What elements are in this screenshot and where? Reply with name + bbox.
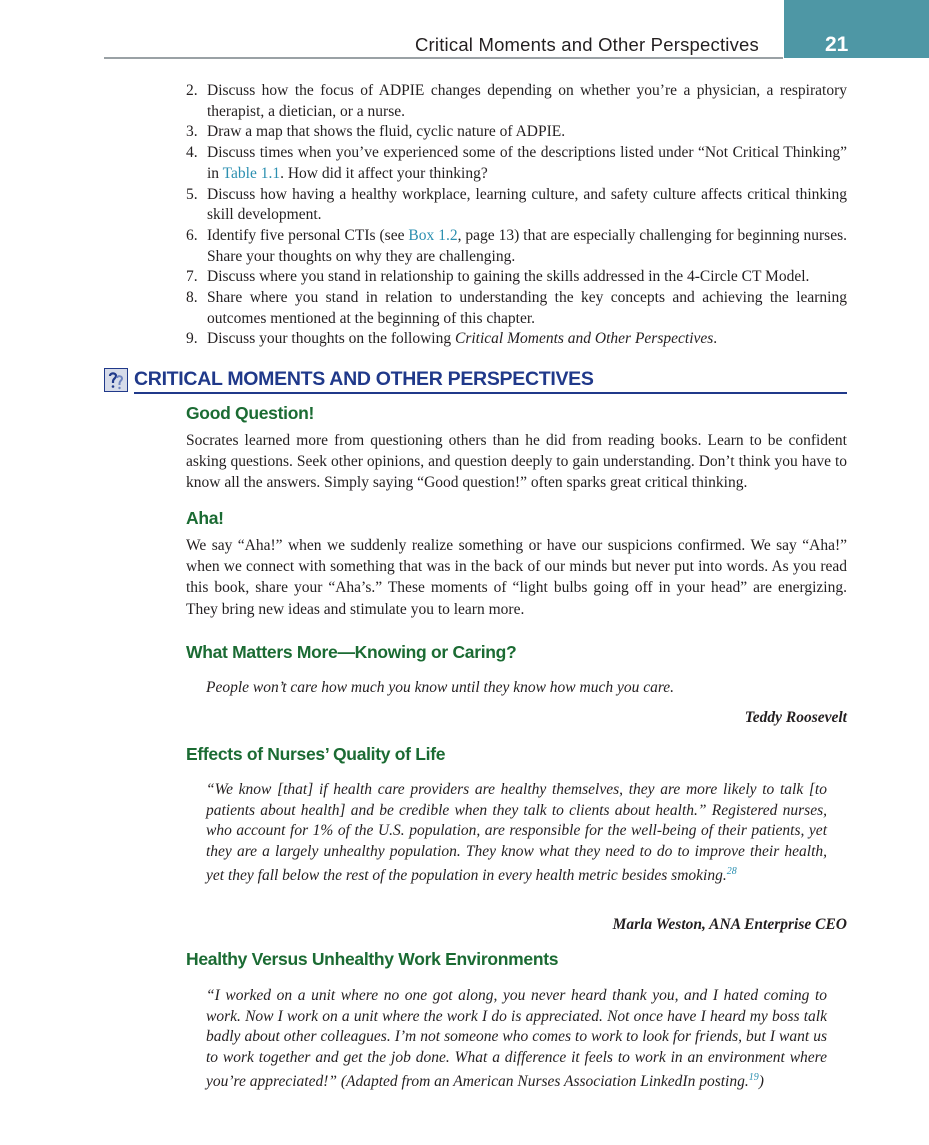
list-item: 5. Discuss how having a healthy workplace, learning culture, and safety culture affects critical thinking skill development. — [186, 185, 847, 224]
reference-19[interactable]: 19 — [748, 1072, 759, 1083]
list-item: 7. Discuss where you stand in relationship to gaining the skills addressed in the 4-Circle CT Model. — [186, 268, 810, 286]
roosevelt-attribution: Teddy Roosevelt — [744, 709, 847, 726]
list-item: 9. Discuss your thoughts on the following Critical Moments and Other Perspectives. — [186, 330, 718, 348]
good-question-body: Socrates learned more from questioning others than he did from reading books. Learn to be confident asking questions. Seek other opinions, and question deeply to gain understanding. Don’t think you have to know all the answers. Simply saying “Good question!” often sparks great critical thinking. — [186, 432, 847, 492]
table-1-1-link[interactable]: Table 1.1 — [222, 164, 281, 182]
reference-28[interactable]: 28 — [726, 866, 737, 877]
good-question-heading: Good Question! — [186, 403, 315, 423]
roosevelt-quote: People won’t care how much you know until they know how much you care. — [206, 679, 675, 696]
discussion-question-list — [186, 81, 847, 350]
section-title: CRITICAL MOMENTS AND OTHER PERSPECTIVES — [134, 368, 594, 390]
list-item: 8. Share where you stand in relation to understanding the key concepts and achieving the learning outcomes mentioned at the beginning of this chapter. — [186, 289, 847, 327]
list-item: 2. Discuss how the focus of ADPIE changes depending on whether you’re a physician, a respiratory therapist, a dietician, or a nurse. — [186, 82, 847, 120]
page-number-tab — [784, 0, 929, 58]
section-rule — [134, 392, 847, 394]
page-number: 21 — [825, 33, 849, 56]
linkedin-quote: “I worked on a unit where no one got along, you never heard thank you, and I hated coming to work. Now I work on a unit where the work I do is appreciated. Not once have I heard my boss talk badly about other colleagues. I’m not someone who comes to work to look for friends, but I want us to work together and get the job done. What a difference it feels to work in an environment where you’re appreciated!” (Adapted from an American Nurses Association LinkedIn posting.$^{19}$) — [206, 987, 827, 1091]
weston-quote: “We know [that] if health care providers are healthy themselves, they are more likely to talk [to patients about health] and be credible when they talk to clients about health.” Registered nurses, who account for 1% of the U.S. population, are responsible for the well-being of their patients, yet they are a largely unhealthy population. They know what they need to do to improve their health, yet they fall below the rest of the population in every health metric besides smoking.$^{28}$ — [206, 781, 827, 885]
aha-heading: Aha! — [186, 508, 224, 528]
header-rule — [104, 57, 783, 59]
question-marks-icon — [104, 368, 128, 392]
quality-of-life-heading: Effects of Nurses’ Quality of Life — [186, 744, 446, 764]
work-environments-heading: Healthy Versus Unhealthy Work Environments — [186, 949, 559, 969]
weston-attribution: Marla Weston, ANA Enterprise CEO — [612, 916, 847, 933]
list-item: 6. Identify five personal CTIs (see Box 1.2, page 13) that are especially challenging for beginning nurses. Share your thoughts on why they are challenging. — [186, 226, 847, 265]
box-1-2-link[interactable]: Box 1.2 — [408, 226, 458, 244]
running-header-title: Critical Moments and Other Perspectives — [414, 34, 759, 55]
list-item: 3. Draw a map that shows the fluid, cyclic nature of ADPIE. — [186, 123, 566, 141]
aha-body: We say “Aha!” when we suddenly realize something or have our suspicions confirmed. We say “Aha!” when we connect with something that was in the back of our minds but never put into words. As you read this book, share your “Aha’s.” These moments of “light bulbs going off in your head” are energizing. They bring new ideas and stimulate you to learn more. — [186, 537, 847, 618]
knowing-caring-heading: What Matters More—Knowing or Caring? — [186, 642, 517, 662]
list-item: 4. Discuss times when you’ve experienced some of the descriptions listed under “Not Critical Thinking” in Table 1.1. How did it affect your thinking? — [186, 144, 847, 182]
